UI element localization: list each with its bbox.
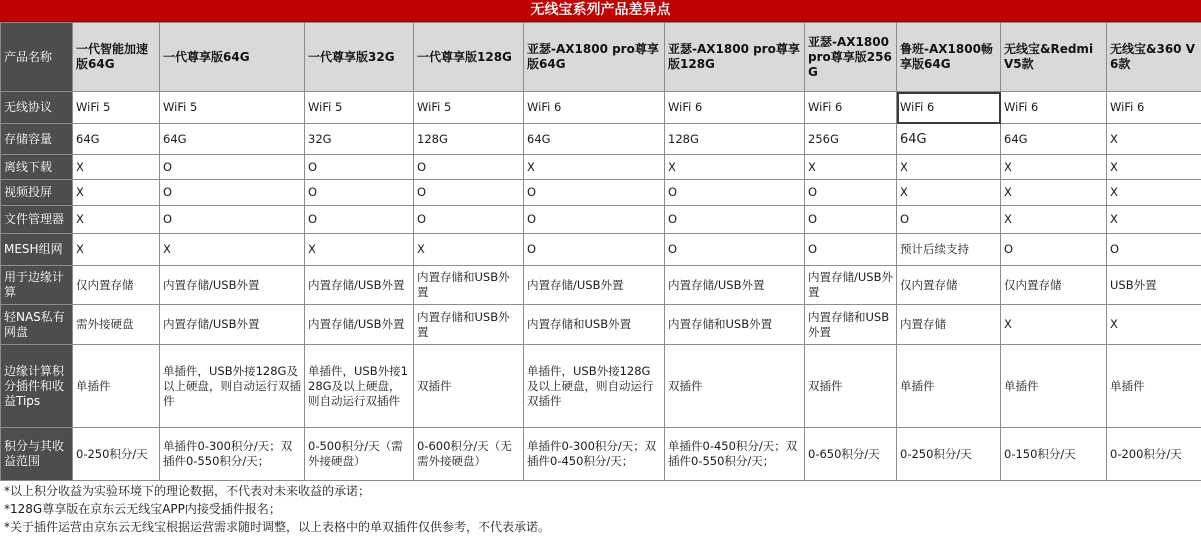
table-cell[interactable]: 内置存储和USB外置: [524, 305, 665, 345]
table-cell[interactable]: 内置存储/USB外置: [305, 266, 414, 305]
table-cell[interactable]: X: [73, 234, 160, 266]
footnotes: [0, 481, 1201, 537]
row-mesh: [1, 234, 1201, 266]
table-cell[interactable]: 0-250积分/天: [897, 428, 1001, 481]
product-name-cell[interactable]: 无线宝&360 V6款: [1107, 23, 1201, 92]
table-cell[interactable]: X: [73, 206, 160, 234]
product-name-cell[interactable]: 亚瑟-AX1800 pro尊享版256G: [805, 23, 897, 92]
table-cell[interactable]: O: [1001, 234, 1107, 266]
product-name-cell[interactable]: 亚瑟-AX1800 pro尊享版128G: [665, 23, 805, 92]
table-cell[interactable]: 单插件，USB外接128G及以上硬盘，则自动运行双插件: [160, 345, 305, 428]
table-cell[interactable]: X: [897, 155, 1001, 180]
table-cell[interactable]: X: [1001, 305, 1107, 345]
row-label-cell[interactable]: 积分与其收益范围: [1, 428, 73, 481]
row-edge-plugin-tips: [1, 345, 1201, 428]
table-cell[interactable]: O: [160, 180, 305, 206]
table-cell[interactable]: X: [1107, 155, 1201, 180]
table-cell[interactable]: O: [414, 180, 524, 206]
table-cell[interactable]: 单插件，USB外接128G及以上硬盘，则自动运行双插件: [524, 345, 665, 428]
table-cell[interactable]: 内置存储/USB外置: [305, 305, 414, 345]
table-cell[interactable]: 内置存储和USB外置: [414, 266, 524, 305]
table-cell[interactable]: O: [524, 180, 665, 206]
table-cell[interactable]: X: [897, 180, 1001, 206]
table-cell[interactable]: 内置存储和USB外置: [805, 305, 897, 345]
table-cell[interactable]: WiFi 5: [305, 92, 414, 124]
product-name-cell[interactable]: 无线宝&Redmi V5款: [1001, 23, 1107, 92]
table-cell[interactable]: 内置存储和USB外置: [665, 305, 805, 345]
table-cell[interactable]: 内置存储/USB外置: [160, 305, 305, 345]
table-cell[interactable]: 双插件: [414, 345, 524, 428]
row-wireless-protocol: [1, 92, 1201, 124]
table-cell[interactable]: 128G: [665, 124, 805, 155]
row-points-range: [1, 428, 1201, 481]
footnote-line: *以上积分收益为实验环境下的理论数据，不代表对未来收益的承诺；: [4, 484, 371, 498]
table-cell[interactable]: 64G: [897, 124, 1001, 155]
row-edge-compute: [1, 266, 1201, 305]
table-cell[interactable]: 仅内置存储: [1001, 266, 1107, 305]
table-cell[interactable]: O: [305, 155, 414, 180]
table-title: 无线宝系列产品差异点: [0, 0, 1201, 22]
product-name-cell[interactable]: 一代尊享版64G: [160, 23, 305, 92]
table-cell[interactable]: 0-500积分/天（需外接硬盘）: [305, 428, 414, 481]
table-cell[interactable]: 仅内置存储: [73, 266, 160, 305]
table-cell[interactable]: WiFi 5: [160, 92, 305, 124]
table-cell[interactable]: O: [160, 206, 305, 234]
table-cell[interactable]: 64G: [1001, 124, 1107, 155]
table-cell[interactable]: X: [1107, 206, 1201, 234]
table-cell[interactable]: 128G: [414, 124, 524, 155]
table-cell[interactable]: O: [665, 234, 805, 266]
table-cell[interactable]: 双插件: [665, 345, 805, 428]
table-cell[interactable]: 单插件: [897, 345, 1001, 428]
footnote-line: *128G尊享版在京东云无线宝APP内接受插件报名；: [4, 502, 281, 516]
table-cell[interactable]: WiFi 6: [805, 92, 897, 124]
table-cell[interactable]: 0-650积分/天: [805, 428, 897, 481]
table-cell[interactable]: X: [414, 234, 524, 266]
table-cell[interactable]: WiFi 6: [1107, 92, 1201, 124]
table-cell[interactable]: 0-150积分/天: [1001, 428, 1107, 481]
table-cell[interactable]: O: [524, 206, 665, 234]
table-cell[interactable]: WiFi 6: [1001, 92, 1107, 124]
table-cell[interactable]: O: [305, 180, 414, 206]
table-cell[interactable]: X: [1001, 180, 1107, 206]
table-cell[interactable]: USB外置: [1107, 266, 1201, 305]
row-label-cell[interactable]: 边缘计算积分插件和收益Tips: [1, 345, 73, 428]
table-cell[interactable]: 内置存储/USB外置: [524, 266, 665, 305]
table-cell[interactable]: 预计后续支持: [897, 234, 1001, 266]
table-cell[interactable]: X: [73, 155, 160, 180]
table-cell[interactable]: 内置存储: [897, 305, 1001, 345]
row-label-cell[interactable]: 文件管理器: [1, 206, 73, 234]
table-cell[interactable]: WiFi 5: [414, 92, 524, 124]
table-cell[interactable]: O: [414, 206, 524, 234]
table-cell[interactable]: O: [665, 206, 805, 234]
table-cell[interactable]: X: [73, 180, 160, 206]
comparison-table: [0, 22, 1201, 481]
row-label-cell[interactable]: 离线下载: [1, 155, 73, 180]
product-name-cell[interactable]: 一代尊享版128G: [414, 23, 524, 92]
row-offline-download: [1, 155, 1201, 180]
product-name-cell[interactable]: 鲁班-AX1800畅享版64G: [897, 23, 1001, 92]
row-label-cell[interactable]: MESH组网: [1, 234, 73, 266]
table-cell[interactable]: O: [665, 180, 805, 206]
table-cell[interactable]: O: [805, 180, 897, 206]
table-cell[interactable]: 单插件: [1107, 345, 1201, 428]
header-row: [1, 23, 1201, 92]
table-cell[interactable]: WiFi 6: [665, 92, 805, 124]
row-label-cell[interactable]: 无线协议: [1, 92, 73, 124]
table-cell[interactable]: 内置存储/USB外置: [665, 266, 805, 305]
row-light-nas: [1, 305, 1201, 345]
table-cell[interactable]: O: [805, 234, 897, 266]
product-name-cell[interactable]: 亚瑟-AX1800 pro尊享版64G: [524, 23, 665, 92]
table-cell[interactable]: 内置存储/USB外置: [160, 266, 305, 305]
table-cell[interactable]: X: [305, 234, 414, 266]
table-cell[interactable]: O: [524, 234, 665, 266]
table-cell[interactable]: 需外接硬盘: [73, 305, 160, 345]
table-cell[interactable]: O: [305, 206, 414, 234]
table-cell[interactable]: X: [1107, 180, 1201, 206]
table-cell[interactable]: 单插件，USB外接128G及以上硬盘，则自动运行双插件: [305, 345, 414, 428]
table-cell[interactable]: 256G: [805, 124, 897, 155]
row-label-cell[interactable]: 视频投屏: [1, 180, 73, 206]
table-cell[interactable]: 仅内置存储: [897, 266, 1001, 305]
footnote-line: *关于插件运营由京东云无线宝根据运营需求随时调整，以上表格中的单双插件仅供参考，不代表承诺。: [4, 520, 551, 534]
table-cell[interactable]: X: [160, 234, 305, 266]
product-name-cell[interactable]: 一代尊享版32G: [305, 23, 414, 92]
table-cell[interactable]: O: [1107, 234, 1201, 266]
table-cell[interactable]: X: [524, 155, 665, 180]
table-cell[interactable]: 64G: [73, 124, 160, 155]
table-cell[interactable]: 64G: [160, 124, 305, 155]
row-label-cell[interactable]: 轻NAS私有网盘: [1, 305, 73, 345]
table-cell[interactable]: 单插件0-450积分/天；双插件0-550积分/天；: [665, 428, 805, 481]
table-cell[interactable]: WiFi 6: [897, 92, 1001, 124]
table-cell[interactable]: WiFi 6: [524, 92, 665, 124]
table-cell[interactable]: 内置存储/USB外置: [805, 266, 897, 305]
table-cell[interactable]: 0-600积分/天（无需外接硬盘）: [414, 428, 524, 481]
table-cell[interactable]: O: [805, 206, 897, 234]
table-cell[interactable]: 64G: [524, 124, 665, 155]
table-cell[interactable]: 单插件: [1001, 345, 1107, 428]
table-cell[interactable]: X: [805, 155, 897, 180]
table-cell[interactable]: X: [665, 155, 805, 180]
table-cell[interactable]: X: [1001, 155, 1107, 180]
table-cell[interactable]: 内置存储和USB外置: [414, 305, 524, 345]
product-name-cell[interactable]: 一代智能加速版64G: [73, 23, 160, 92]
table-cell[interactable]: O: [897, 206, 1001, 234]
table-cell[interactable]: 单插件0-300积分/天；双插件0-550积分/天；: [160, 428, 305, 481]
table-cell[interactable]: 32G: [305, 124, 414, 155]
table-cell[interactable]: 0-200积分/天: [1107, 428, 1201, 481]
header-label-cell[interactable]: 产品名称: [1, 23, 73, 92]
table-cell[interactable]: X: [1107, 124, 1201, 155]
row-video-cast: [1, 180, 1201, 206]
table-cell[interactable]: 单插件0-300积分/天；双插件0-450积分/天；: [524, 428, 665, 481]
table-cell[interactable]: WiFi 5: [73, 92, 160, 124]
table-cell[interactable]: X: [1001, 206, 1107, 234]
row-label-cell[interactable]: 用于边缘计算: [1, 266, 73, 305]
table-cell[interactable]: O: [414, 155, 524, 180]
table-cell[interactable]: 单插件: [73, 345, 160, 428]
table-cell[interactable]: X: [1107, 305, 1201, 345]
table-cell[interactable]: 双插件: [805, 345, 897, 428]
table-cell[interactable]: O: [160, 155, 305, 180]
row-file-manager: [1, 206, 1201, 234]
row-label-cell[interactable]: 存储容量: [1, 124, 73, 155]
table-cell[interactable]: 0-250积分/天: [73, 428, 160, 481]
row-storage-capacity: [1, 124, 1201, 155]
